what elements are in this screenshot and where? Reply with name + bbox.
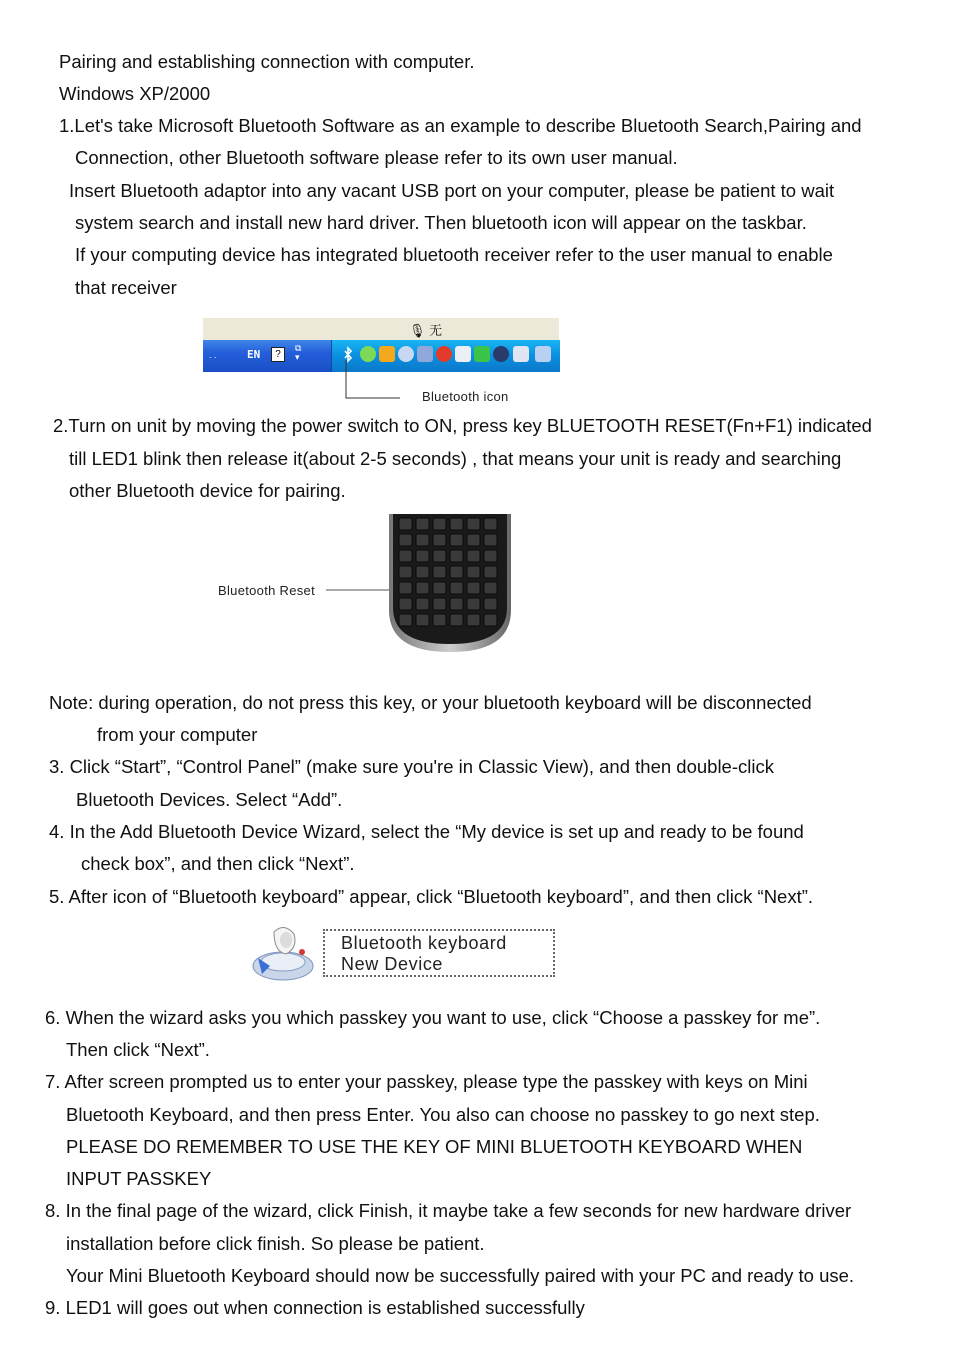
keyboard-key bbox=[433, 566, 446, 578]
keyboard-key bbox=[433, 550, 446, 562]
step-4-line-1: 4. In the Add Bluetooth Device Wizard, select the “My device is set up and ready to be found bbox=[49, 821, 804, 842]
keyboard-key bbox=[450, 518, 463, 530]
step-6-line-1: 6. When the wizard asks you which passkey you want to use, click “Choose a passkey for me”. bbox=[45, 1007, 821, 1028]
step-3-line-1: 3. Click “Start”, “Control Panel” (make sure you're in Classic View), and then double-click bbox=[49, 756, 774, 777]
step-8-line-1: 8. In the final page of the wizard, click Finish, it maybe take a few seconds for new hardware driver bbox=[45, 1200, 852, 1221]
keyboard-key bbox=[484, 614, 497, 626]
keyboard-key bbox=[433, 614, 446, 626]
keyboard-key bbox=[484, 598, 497, 610]
keyboard-key bbox=[433, 534, 446, 546]
step-7-line-3: PLEASE DO REMEMBER TO USE THE KEY OF MINI BLUETOOTH KEYBOARD WHEN bbox=[66, 1136, 803, 1157]
help-icon[interactable]: ? bbox=[271, 347, 285, 362]
step-3-line-2: Bluetooth Devices. Select “Add”. bbox=[76, 789, 343, 810]
language-indicator[interactable]: EN bbox=[247, 348, 261, 361]
reset-callout-line bbox=[326, 589, 396, 591]
device-selection-box[interactable] bbox=[323, 929, 555, 977]
tooltip-strip bbox=[203, 318, 559, 340]
keyboard-key bbox=[433, 598, 446, 610]
keyboard-key bbox=[484, 534, 497, 546]
mic-icon: 🎙 bbox=[409, 323, 426, 338]
keyboard-key bbox=[467, 550, 480, 562]
step-1-line-4: system search and install new hard driver. Then bluetooth icon will appear on the taskbar. bbox=[75, 212, 807, 233]
keyboard-key bbox=[416, 566, 429, 578]
keyboard-key bbox=[416, 534, 429, 546]
keyboard-key bbox=[399, 566, 412, 578]
step-2-line-1: 2.Turn on unit by moving the power switch to ON, press key BLUETOOTH RESET(Fn+F1) indicated bbox=[53, 415, 872, 436]
step-8-line-2: installation before click finish. So please be patient. bbox=[66, 1233, 485, 1254]
step-1-line-6: that receiver bbox=[75, 277, 177, 298]
os-heading: Windows XP/2000 bbox=[59, 83, 211, 104]
tray-power-icon[interactable] bbox=[535, 346, 551, 362]
keyboard-key bbox=[484, 550, 497, 562]
bluetooth-device-icon[interactable] bbox=[250, 922, 316, 984]
keyboard-key bbox=[399, 582, 412, 594]
bluetooth-icon-label: Bluetooth icon bbox=[422, 389, 509, 404]
note-line-1: Note: during operation, do not press this key, or your bluetooth keyboard will be disconnected bbox=[49, 692, 812, 713]
step-1-line-2: Connection, other Bluetooth software please refer to its own user manual. bbox=[75, 147, 678, 168]
taskbar-dots: . . bbox=[209, 350, 217, 360]
keyboard-key bbox=[484, 582, 497, 594]
keyboard-key bbox=[450, 550, 463, 562]
keyboard-key bbox=[433, 582, 446, 594]
step-2-line-3: other Bluetooth device for pairing. bbox=[69, 480, 346, 501]
keyboard-key bbox=[484, 518, 497, 530]
keyboard-image bbox=[389, 514, 511, 652]
keyboard-key bbox=[467, 566, 480, 578]
keyboard-key bbox=[467, 534, 480, 546]
bluetooth-callout-line bbox=[340, 360, 410, 402]
keyboard-key bbox=[416, 518, 429, 530]
step-4-line-2: check box”, and then click “Next”. bbox=[81, 853, 355, 874]
keyboard-key bbox=[399, 518, 412, 530]
tray-network-x-icon[interactable] bbox=[455, 346, 471, 362]
language-options-icon[interactable]: ⧉ ▾ bbox=[295, 343, 302, 362]
step-1-line-1: 1.Let's take Microsoft Bluetooth Software as an example to describe Bluetooth Search,Pairing and bbox=[59, 115, 862, 136]
keyboard-key bbox=[450, 598, 463, 610]
keyboard-key bbox=[399, 598, 412, 610]
keyboard-key bbox=[416, 582, 429, 594]
step-1-line-5: If your computing device has integrated bluetooth receiver refer to the user manual to enable bbox=[75, 244, 833, 265]
keyboard-key bbox=[399, 614, 412, 626]
keyboard-key bbox=[450, 582, 463, 594]
step-7-line-2: Bluetooth Keyboard, and then press Enter. You also can choose no passkey to go next step. bbox=[66, 1104, 820, 1125]
step-6-line-2: Then click “Next”. bbox=[66, 1039, 210, 1060]
keyboard-key bbox=[399, 534, 412, 546]
keyboard-key bbox=[450, 614, 463, 626]
step-1-line-3: Insert Bluetooth adaptor into any vacant USB port on your computer, please be patient to wait bbox=[69, 180, 835, 201]
step-7-line-1: 7. After screen prompted us to enter your passkey, please type the passkey with keys on Mini bbox=[45, 1071, 808, 1092]
step-7-line-4: INPUT PASSKEY bbox=[66, 1168, 212, 1189]
keyboard-key bbox=[433, 518, 446, 530]
keyboard-key bbox=[467, 518, 480, 530]
step-2-line-2: till LED1 blink then release it(about 2-5 seconds) , that means your unit is ready and searching bbox=[69, 448, 842, 469]
tray-volume-icon[interactable] bbox=[436, 346, 452, 362]
tray-security-icon[interactable] bbox=[474, 346, 490, 362]
keyboard-key bbox=[416, 598, 429, 610]
tray-update-icon[interactable] bbox=[493, 346, 509, 362]
note-line-2: from your computer bbox=[97, 724, 258, 745]
keyboard-key bbox=[450, 534, 463, 546]
step-5-line-1: 5. After icon of “Bluetooth keyboard” appear, click “Bluetooth keyboard”, and then click “Next”. bbox=[49, 886, 814, 907]
step-9-line-1: 9. LED1 will goes out when connection is established successfully bbox=[45, 1297, 585, 1318]
tray-display-icon[interactable] bbox=[513, 346, 529, 362]
keyboard-key bbox=[450, 566, 463, 578]
tray-monitor-icon[interactable] bbox=[417, 346, 433, 362]
keyboard-key bbox=[399, 550, 412, 562]
keyboard-key bbox=[467, 614, 480, 626]
keyboard-key bbox=[484, 566, 497, 578]
tooltip-text: 🎙 无 bbox=[409, 323, 443, 338]
keyboard-key bbox=[416, 550, 429, 562]
device-status: New Device bbox=[341, 954, 444, 974]
bluetooth-reset-label: Bluetooth Reset bbox=[218, 583, 316, 598]
keyboard-key bbox=[467, 582, 480, 594]
step-8-line-3: Your Mini Bluetooth Keyboard should now be successfully paired with your PC and ready to use. bbox=[66, 1265, 855, 1286]
keyboard-key bbox=[416, 614, 429, 626]
keyboard-key bbox=[467, 598, 480, 610]
section-title: Pairing and establishing connection with computer. bbox=[59, 51, 475, 72]
device-name: Bluetooth keyboard bbox=[341, 933, 507, 953]
